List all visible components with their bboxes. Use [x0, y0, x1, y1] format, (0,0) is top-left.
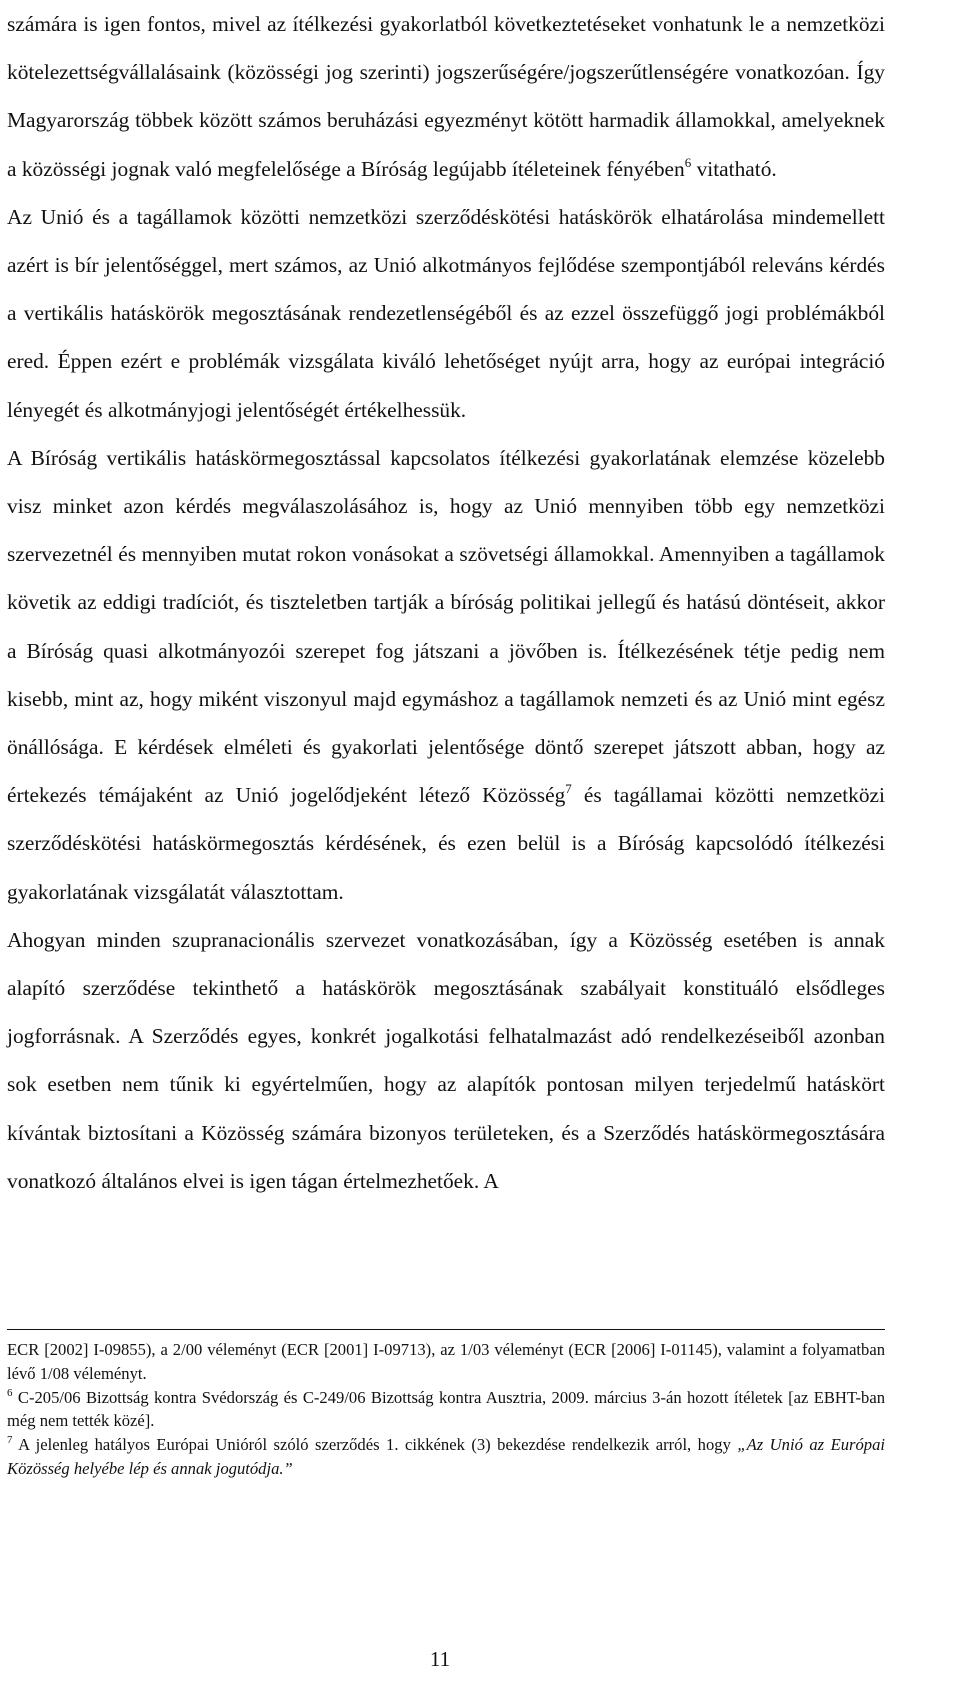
- paragraph-4: Ahogyan minden szupranacionális szervezet vonatkozásában, így a Közösség esetében is annak alapító szerződése tekinthető a hatáskörök megosztásának szabályait konstituáló elsődleges jogforrásnak. A Szerződés egyes, konkrét jogalkotási felhatalmazást adó rendelkezéseiből azonban sok esetben nem tűnik ki egyértelműen, hogy az alapítók pontosan milyen terjedelmű hatáskört kívántak biztosítani a Közösség számára bizonyos területeken, és a Szerződés hatáskörmegosztására vonatkozó általános elvei is igen tágan értelmezhetőek. A: [7, 927, 885, 1193]
- footnote-7: [7, 1433, 885, 1481]
- paragraph-1: [7, 0, 885, 193]
- footnote-6-number: 6: [7, 1386, 13, 1399]
- paragraph-3: [7, 434, 885, 916]
- footnote-7-quote: „Az Unió az Európai Közösség helyébe lép és annak jogutódja.”: [7, 1435, 885, 1478]
- body-text: [7, 0, 885, 1205]
- paragraph-3-text-b: és tagállamai közötti nemzetközi szerződéskötési hatáskörmegosztás kérdésének, és ezen belül is a Bíróság kapcsolódó ítélkezési gyakorlatának vizsgálatát választottam.: [7, 783, 885, 904]
- page-content: [7, 0, 885, 1205]
- footnote-separator: [7, 1329, 885, 1330]
- footnote-7-text: A jelenleg hatályos Európai Unióról szóló szerződés 1. cikkének (3) bekezdése rendelkezik arról, hogy: [12, 1435, 738, 1455]
- paragraph-2: Az Unió és a tagállamok közötti nemzetközi szerződéskötési hatáskörök elhatárolása mindemellett azért is bír jelentőséggel, mert számos, az Unió alkotmányos fejlődése szempontjából releváns kérdés a vertikális hatáskörök megosztásának rendezetlenségéből és az ezzel összefüggő jogi problémákból ered. Éppen ezért e problémák vizsgálata kiváló lehetőséget nyújt arra, hogy az európai integráció lényegét és alkotmányjogi jelentőségét értékelhessük.: [7, 204, 885, 422]
- page-number: 11: [429, 1647, 451, 1671]
- footnote-6-text: C-205/06 Bizottság kontra Svédország és C-249/06 Bizottság kontra Ausztria, 2009. március 3-án hozott ítéletek [az EBHT-ban még nem tették közé].: [7, 1387, 885, 1431]
- footnote-7-number: 7: [7, 1434, 13, 1447]
- paragraph-1-text-a: számára is igen fontos, mivel az ítélkezési gyakorlatból következtetéseket vonhatunk le a nemzetközi kötelezettségvállalásaink (közösségi jog szerinti) jogszerűségére/jogszerűtlenségére vonatkozóan. Így Magyarország többek között számos beruházási egyezményt kötött harmadik államokkal, amelyeknek a közösségi jognak való megfelelősége a Bíróság legújabb ítéleteinek fényében: [7, 12, 885, 181]
- footnote-ref-6[interactable]: 6: [684, 154, 692, 170]
- footnote-ref-7[interactable]: 7: [565, 781, 572, 797]
- paragraph-3-text-a: A Bíróság vertikális hatáskörmegosztással kapcsolatos ítélkezési gyakorlatának elemzése közelebb visz minket azon kérdés megválaszolásához is, hogy az Unió mennyiben több egy nemzetközi szervezetnél és mennyiben mutat rokon vonásokat a szövetségi államokkal. Amennyiben a tagállamok követik az eddigi tradíciót, és tiszteletben tartják a bíróság politikai jellegű és hatású döntéseit, akkor a Bíróság quasi alkotmányozói szerepet fog játszani a jövőben is. Ítélkezésének tétje pedig nem kisebb, mint az, hogy miként viszonyul majd egymáshoz a tagállamok nemzeti és az Unió mint egész önállósága. E kérdések elméleti és gyakorlati jelentősége döntő szerepet játszott abban, hogy az értekezés témájaként az Unió jogelődjeként létező Közösség: [7, 445, 885, 808]
- footnotes: [7, 1338, 885, 1481]
- footnote-6: [7, 1386, 885, 1434]
- footnote-continuation: ECR [2002] I-09855), a 2/00 véleményt (ECR [2001] I-09713), az 1/03 véleményt (ECR [2006] I-01145), valamint a folyamatban lévő 1/08 véleményt.: [7, 1340, 885, 1383]
- paragraph-1-text-b: vitatható.: [691, 156, 777, 181]
